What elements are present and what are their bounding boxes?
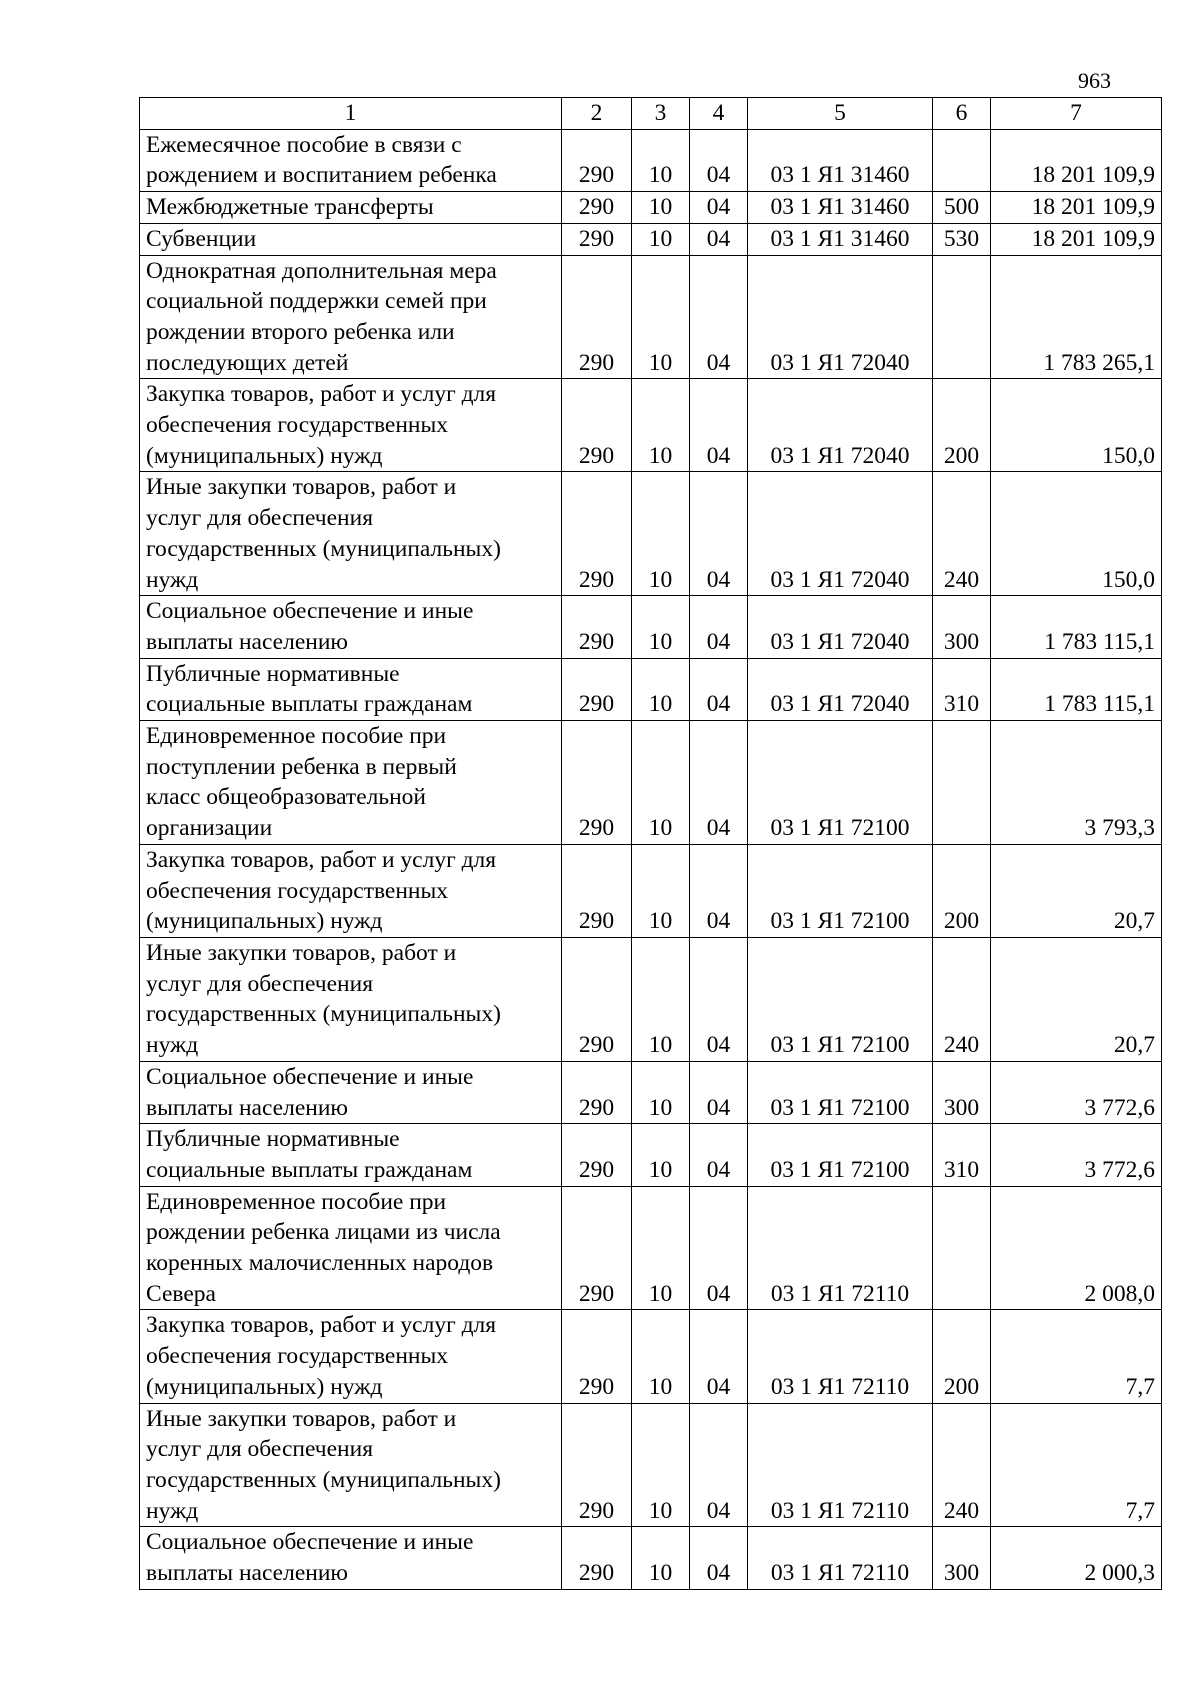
section-code-cell: 10 bbox=[632, 255, 690, 379]
amount-cell: 1 783 265,1 bbox=[991, 255, 1162, 379]
section-code-cell: 10 bbox=[632, 1527, 690, 1589]
section-code-cell: 10 bbox=[632, 1124, 690, 1186]
expense-type-cell: 530 bbox=[933, 223, 991, 255]
subsection-code-cell: 04 bbox=[690, 1527, 748, 1589]
admin-code-cell: 290 bbox=[562, 937, 632, 1061]
admin-code-cell: 290 bbox=[562, 223, 632, 255]
target-article-cell: 03 1 Я1 31460 bbox=[748, 223, 933, 255]
subsection-code-cell: 04 bbox=[690, 721, 748, 845]
subsection-code-cell: 04 bbox=[690, 129, 748, 191]
admin-code-cell: 290 bbox=[562, 129, 632, 191]
table-row bbox=[140, 937, 1162, 1061]
table-row bbox=[140, 844, 1162, 937]
admin-code-cell: 290 bbox=[562, 721, 632, 845]
row-name-cell: Субвенции bbox=[140, 223, 562, 255]
section-code-cell: 10 bbox=[632, 1061, 690, 1123]
row-name-cell: Публичные нормативные социальные выплаты гражданам bbox=[140, 658, 562, 720]
row-name-cell: Публичные нормативные социальные выплаты гражданам bbox=[140, 1124, 562, 1186]
target-article-cell: 03 1 Я1 72110 bbox=[748, 1310, 933, 1403]
expense-type-cell bbox=[933, 1186, 991, 1310]
target-article-cell: 03 1 Я1 72100 bbox=[748, 844, 933, 937]
section-code-cell: 10 bbox=[632, 472, 690, 596]
column-header-7: 7 bbox=[991, 98, 1162, 130]
section-code-cell: 10 bbox=[632, 596, 690, 658]
amount-cell: 1 783 115,1 bbox=[991, 596, 1162, 658]
section-code-cell: 10 bbox=[632, 1310, 690, 1403]
admin-code-cell: 290 bbox=[562, 596, 632, 658]
expense-type-cell: 310 bbox=[933, 1124, 991, 1186]
row-name-cell: Закупка товаров, работ и услуг для обеспечения государственных (муниципальных) нужд bbox=[140, 1310, 562, 1403]
admin-code-cell: 290 bbox=[562, 192, 632, 224]
subsection-code-cell: 04 bbox=[690, 1310, 748, 1403]
target-article-cell: 03 1 Я1 72040 bbox=[748, 658, 933, 720]
table-row bbox=[140, 1124, 1162, 1186]
admin-code-cell: 290 bbox=[562, 1403, 632, 1527]
admin-code-cell: 290 bbox=[562, 658, 632, 720]
admin-code-cell: 290 bbox=[562, 1124, 632, 1186]
section-code-cell: 10 bbox=[632, 937, 690, 1061]
target-article-cell: 03 1 Я1 72110 bbox=[748, 1186, 933, 1310]
header-row bbox=[140, 98, 1162, 130]
expense-type-cell bbox=[933, 721, 991, 845]
table-row bbox=[140, 255, 1162, 379]
target-article-cell: 03 1 Я1 31460 bbox=[748, 192, 933, 224]
expense-type-cell: 200 bbox=[933, 1310, 991, 1403]
section-code-cell: 10 bbox=[632, 844, 690, 937]
amount-cell: 7,7 bbox=[991, 1310, 1162, 1403]
amount-cell: 3 793,3 bbox=[991, 721, 1162, 845]
target-article-cell: 03 1 Я1 72100 bbox=[748, 937, 933, 1061]
row-name-cell: Иные закупки товаров, работ и услуг для обеспечения государственных (муниципальных) нужд bbox=[140, 937, 562, 1061]
row-name-cell: Единовременное пособие при поступлении ребенка в первый класс общеобразовательной организации bbox=[140, 721, 562, 845]
amount-cell: 7,7 bbox=[991, 1403, 1162, 1527]
amount-cell: 2 000,3 bbox=[991, 1527, 1162, 1589]
expense-type-cell: 200 bbox=[933, 844, 991, 937]
amount-cell: 2 008,0 bbox=[991, 1186, 1162, 1310]
row-name-cell: Закупка товаров, работ и услуг для обеспечения государственных (муниципальных) нужд bbox=[140, 379, 562, 472]
expense-type-cell: 300 bbox=[933, 596, 991, 658]
row-name-cell: Ежемесячное пособие в связи с рождением и воспитанием ребенка bbox=[140, 129, 562, 191]
subsection-code-cell: 04 bbox=[690, 1186, 748, 1310]
table-row bbox=[140, 472, 1162, 596]
row-name-cell: Единовременное пособие при рождении ребенка лицами из числа коренных малочисленных народов Севера bbox=[140, 1186, 562, 1310]
subsection-code-cell: 04 bbox=[690, 1124, 748, 1186]
row-name-cell: Однократная дополнительная мера социальной поддержки семей при рождении второго ребенка или последующих детей bbox=[140, 255, 562, 379]
section-code-cell: 10 bbox=[632, 658, 690, 720]
target-article-cell: 03 1 Я1 72100 bbox=[748, 721, 933, 845]
amount-cell: 18 201 109,9 bbox=[991, 223, 1162, 255]
amount-cell: 18 201 109,9 bbox=[991, 129, 1162, 191]
table-row bbox=[140, 1310, 1162, 1403]
section-code-cell: 10 bbox=[632, 1403, 690, 1527]
expense-type-cell: 200 bbox=[933, 379, 991, 472]
expense-type-cell: 310 bbox=[933, 658, 991, 720]
page-number: 963 bbox=[1078, 68, 1111, 93]
subsection-code-cell: 04 bbox=[690, 223, 748, 255]
expense-type-cell: 300 bbox=[933, 1527, 991, 1589]
expense-type-cell bbox=[933, 129, 991, 191]
column-header-2: 2 bbox=[562, 98, 632, 130]
subsection-code-cell: 04 bbox=[690, 472, 748, 596]
target-article-cell: 03 1 Я1 72100 bbox=[748, 1124, 933, 1186]
table-row bbox=[140, 1527, 1162, 1589]
expense-type-cell: 500 bbox=[933, 192, 991, 224]
table-row bbox=[140, 1403, 1162, 1527]
target-article-cell: 03 1 Я1 72040 bbox=[748, 255, 933, 379]
admin-code-cell: 290 bbox=[562, 379, 632, 472]
section-code-cell: 10 bbox=[632, 1186, 690, 1310]
table-row bbox=[140, 721, 1162, 845]
table-row bbox=[140, 658, 1162, 720]
target-article-cell: 03 1 Я1 31460 bbox=[748, 129, 933, 191]
table-row bbox=[140, 379, 1162, 472]
admin-code-cell: 290 bbox=[562, 1527, 632, 1589]
row-name-cell: Иные закупки товаров, работ и услуг для обеспечения государственных (муниципальных) нужд bbox=[140, 472, 562, 596]
subsection-code-cell: 04 bbox=[690, 255, 748, 379]
target-article-cell: 03 1 Я1 72110 bbox=[748, 1527, 933, 1589]
column-header-1: 1 bbox=[140, 98, 562, 130]
subsection-code-cell: 04 bbox=[690, 658, 748, 720]
amount-cell: 150,0 bbox=[991, 472, 1162, 596]
section-code-cell: 10 bbox=[632, 379, 690, 472]
amount-cell: 20,7 bbox=[991, 844, 1162, 937]
table-row bbox=[140, 596, 1162, 658]
table-row bbox=[140, 223, 1162, 255]
subsection-code-cell: 04 bbox=[690, 937, 748, 1061]
column-header-4: 4 bbox=[690, 98, 748, 130]
expense-type-cell: 300 bbox=[933, 1061, 991, 1123]
subsection-code-cell: 04 bbox=[690, 1403, 748, 1527]
budget-table bbox=[139, 97, 1162, 1590]
admin-code-cell: 290 bbox=[562, 255, 632, 379]
section-code-cell: 10 bbox=[632, 721, 690, 845]
target-article-cell: 03 1 Я1 72040 bbox=[748, 472, 933, 596]
amount-cell: 1 783 115,1 bbox=[991, 658, 1162, 720]
subsection-code-cell: 04 bbox=[690, 379, 748, 472]
target-article-cell: 03 1 Я1 72040 bbox=[748, 379, 933, 472]
column-header-5: 5 bbox=[748, 98, 933, 130]
row-name-cell: Социальное обеспечение и иные выплаты населению bbox=[140, 596, 562, 658]
admin-code-cell: 290 bbox=[562, 1310, 632, 1403]
subsection-code-cell: 04 bbox=[690, 192, 748, 224]
expense-type-cell: 240 bbox=[933, 1403, 991, 1527]
amount-cell: 150,0 bbox=[991, 379, 1162, 472]
section-code-cell: 10 bbox=[632, 192, 690, 224]
subsection-code-cell: 04 bbox=[690, 1061, 748, 1123]
subsection-code-cell: 04 bbox=[690, 596, 748, 658]
section-code-cell: 10 bbox=[632, 129, 690, 191]
target-article-cell: 03 1 Я1 72100 bbox=[748, 1061, 933, 1123]
amount-cell: 3 772,6 bbox=[991, 1124, 1162, 1186]
admin-code-cell: 290 bbox=[562, 1186, 632, 1310]
admin-code-cell: 290 bbox=[562, 1061, 632, 1123]
amount-cell: 3 772,6 bbox=[991, 1061, 1162, 1123]
row-name-cell: Межбюджетные трансферты bbox=[140, 192, 562, 224]
expense-type-cell: 240 bbox=[933, 937, 991, 1061]
table-row bbox=[140, 1186, 1162, 1310]
section-code-cell: 10 bbox=[632, 223, 690, 255]
table-row bbox=[140, 1061, 1162, 1123]
table-row bbox=[140, 129, 1162, 191]
target-article-cell: 03 1 Я1 72040 bbox=[748, 596, 933, 658]
target-article-cell: 03 1 Я1 72110 bbox=[748, 1403, 933, 1527]
expense-type-cell bbox=[933, 255, 991, 379]
column-header-3: 3 bbox=[632, 98, 690, 130]
admin-code-cell: 290 bbox=[562, 472, 632, 596]
expense-type-cell: 240 bbox=[933, 472, 991, 596]
table-row bbox=[140, 192, 1162, 224]
row-name-cell: Социальное обеспечение и иные выплаты населению bbox=[140, 1061, 562, 1123]
row-name-cell: Иные закупки товаров, работ и услуг для обеспечения государственных (муниципальных) нужд bbox=[140, 1403, 562, 1527]
column-header-6: 6 bbox=[933, 98, 991, 130]
admin-code-cell: 290 bbox=[562, 844, 632, 937]
table-body bbox=[140, 129, 1162, 1589]
amount-cell: 20,7 bbox=[991, 937, 1162, 1061]
row-name-cell: Социальное обеспечение и иные выплаты населению bbox=[140, 1527, 562, 1589]
subsection-code-cell: 04 bbox=[690, 844, 748, 937]
row-name-cell: Закупка товаров, работ и услуг для обеспечения государственных (муниципальных) нужд bbox=[140, 844, 562, 937]
amount-cell: 18 201 109,9 bbox=[991, 192, 1162, 224]
